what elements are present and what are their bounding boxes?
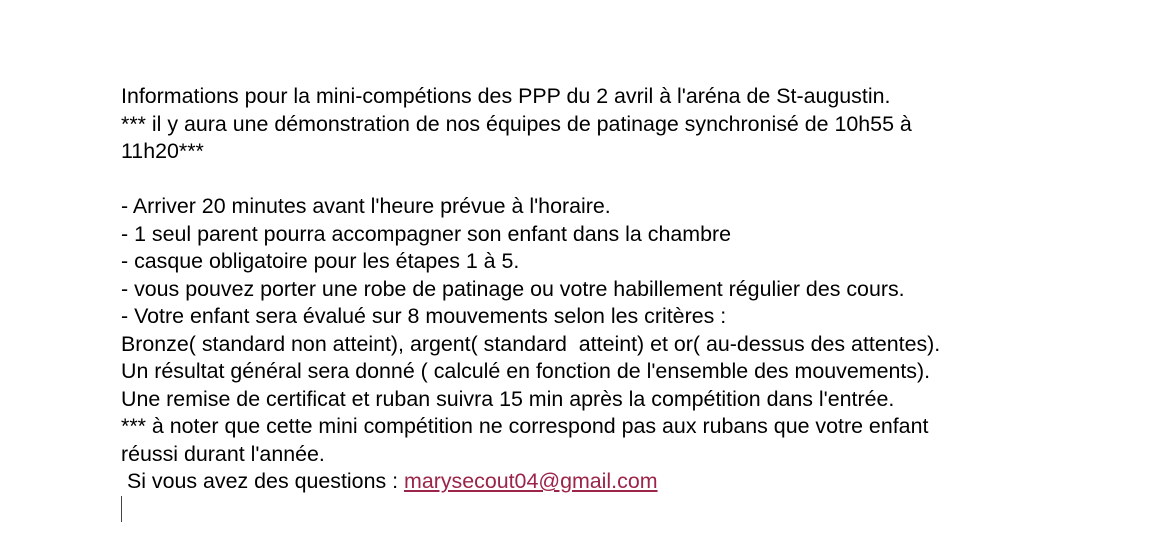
doc-line-parent: - 1 seul parent pourra accompagner son enfant dans la chambre (121, 221, 731, 246)
doc-line-certificate: Une remise de certificat et ruban suivra 15 min après la compétition dans l'entrée. (121, 386, 895, 411)
doc-line-note: *** à noter que cette mini compétition ne correspond pas aux rubans que votre enfant (121, 414, 929, 438)
text-cursor (121, 496, 122, 522)
doc-line-evaluation: - Votre enfant sera évalué sur 8 mouvements selon les critères : (121, 304, 727, 328)
doc-line-arrive: - Arriver 20 minutes avant l'heure prévue à l'horaire. (121, 194, 611, 218)
doc-line-demo-cont: 11h20*** (121, 139, 204, 163)
doc-line-demo: *** il y aura une démonstration de nos équipes de patinage synchronisé de 10h55 à (121, 111, 912, 136)
doc-line-helmet: - casque obligatoire pour les étapes 1 à 5. (121, 249, 520, 273)
doc-line-blank (121, 166, 1121, 194)
doc-line-criteria: Bronze( standard non atteint), argent( standard atteint) et or( au-dessus des attentes). (121, 331, 941, 356)
doc-line-dress: - vous pouvez porter une robe de patinage ou votre habillement régulier des cours. (121, 276, 905, 301)
questions-prefix: Si vous avez des questions : (121, 469, 404, 493)
document-body (121, 83, 1121, 496)
email-link[interactable]: marysecout04@gmail.com (404, 469, 658, 493)
doc-line-questions (121, 468, 1121, 496)
doc-line-title: Informations pour la mini-compétions des PPP du 2 avril à l'aréna de St-augustin. (121, 84, 891, 108)
doc-line-result: Un résultat général sera donné ( calculé en fonction de l'ensemble des mouvements). (121, 359, 931, 383)
doc-line-note-cont: réussi durant l'année. (121, 441, 325, 466)
